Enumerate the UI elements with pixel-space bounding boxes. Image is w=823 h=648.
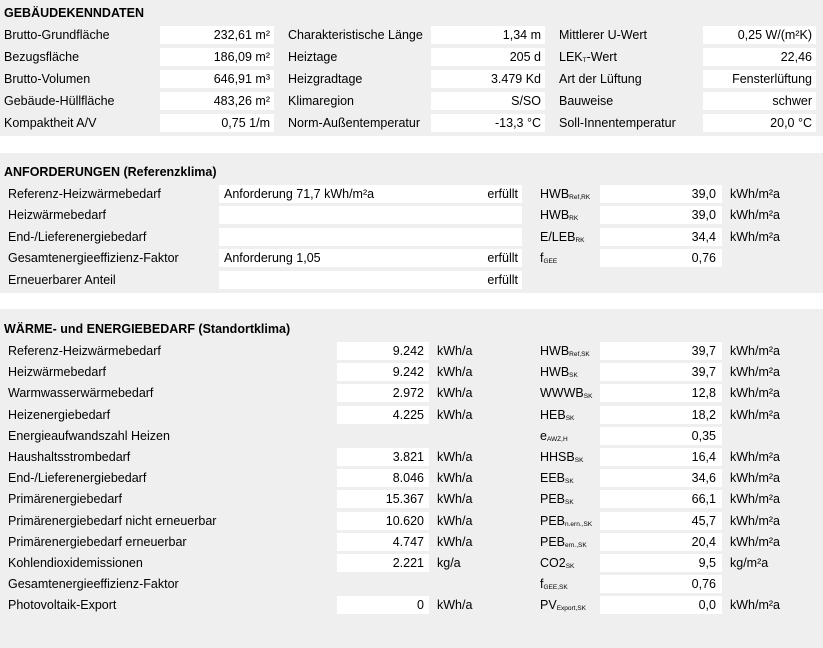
requirement-box (219, 228, 522, 246)
building-label: Charakteristische Länge (288, 28, 423, 42)
requirement-text: Anforderung 1,05 (224, 251, 321, 266)
building-value: 483,26 m² (213, 94, 270, 108)
requirement-unit: kWh/m²a (730, 187, 780, 201)
energy-label: End-/Lieferenergiebedarf (8, 471, 147, 486)
building-label: Brutto-Grundfläche (4, 28, 110, 42)
building-label: Brutto-Volumen (4, 72, 91, 86)
energy-unit: kWh/a (437, 365, 473, 380)
building-value: 232,61 m² (213, 28, 270, 42)
energy-label: Heizenergiebedarf (8, 407, 111, 422)
requirement-value: 0,76 (691, 251, 716, 266)
energy-symbol: $PEB_{ern.,SK}$ (540, 534, 587, 549)
requirement-value: 39,0 (691, 208, 716, 223)
energy-label: Referenz-Heizwärmebedarf (8, 344, 161, 358)
requirement-status: erfüllt (487, 251, 518, 266)
energy-specific-value: 66,1 (691, 492, 716, 507)
requirements-title: ANFORDERUNGEN (Referenzklima) (4, 165, 217, 179)
energy-specific-value: 39,7 (691, 365, 716, 380)
building-value: S/SO (511, 94, 541, 108)
energy-unit: kWh/a (437, 534, 473, 549)
energy-symbol: $f_{GEE,SK}$ (540, 577, 568, 592)
energy-unit: kWh/a (437, 513, 473, 528)
energy-symbol: $HHSB_{SK}$ (540, 450, 584, 464)
energy-specific-unit: kWh/m²a (730, 344, 780, 358)
building-data-title: GEBÄUDEKENNDATEN (4, 6, 145, 20)
energy-value: 4.747 (392, 534, 424, 549)
building-value: 1,34 m (502, 28, 541, 42)
energy-specific-unit: kWh/m²a (730, 492, 780, 507)
energy-value: 0 (417, 598, 424, 613)
energy-unit: kWh/a (437, 598, 473, 613)
energy-label: Haushaltsstrombedarf (8, 450, 131, 464)
requirement-label: Referenz-Heizwärmebedarf (8, 187, 161, 201)
energy-value: 3.821 (392, 450, 424, 464)
requirement-box (219, 206, 522, 224)
requirement-label: Heizwärmebedarf (8, 208, 106, 223)
energy-specific-unit: kWh/m²a (730, 471, 780, 486)
building-label: Klimaregion (288, 94, 355, 108)
energy-symbol: $PEB_{SK}$ (540, 492, 574, 507)
energy-specific-unit: kWh/m²a (730, 513, 780, 528)
energy-symbol: $HEB_{SK}$ (540, 407, 575, 422)
requirement-label: Erneuerbarer Anteil (8, 272, 116, 287)
energy-value: 9.242 (392, 344, 424, 358)
energy-specific-value: 16,4 (691, 450, 716, 464)
building-value: 646,91 m³ (213, 72, 270, 86)
building-value: 3.479 Kd (490, 72, 541, 86)
building-label: Bezugsfläche (4, 50, 80, 64)
energy-symbol: $WWWB_{SK}$ (540, 386, 593, 401)
building-value: 0,25 W/(m²K) (737, 28, 812, 42)
energy-specific-value: 0,35 (691, 428, 716, 443)
energy-label: Primärenergiebedarf nicht erneuerbar (8, 513, 217, 528)
energy-unit: kWh/a (437, 344, 473, 358)
building-value: 0,75 1/m (221, 116, 270, 130)
building-value: 20,0 °C (770, 116, 812, 130)
requirement-symbol: $HWB_{RK}$ (540, 208, 579, 223)
energy-label: Gesamtenergieeffizienz-Faktor (8, 577, 179, 592)
energy-unit: kWh/a (437, 407, 473, 422)
requirement-symbol: $E/LEB_{RK}$ (540, 229, 585, 244)
energy-unit: kg/a (437, 556, 461, 570)
building-label: $LEK_T$-Wert (559, 50, 617, 64)
energy-specific-value: 34,6 (691, 471, 716, 486)
building-label: Heiztage (288, 50, 338, 64)
requirement-unit: kWh/m²a (730, 208, 780, 223)
energy-symbol: $e_{AWZ,H}$ (540, 428, 568, 443)
energy-specific-unit: kWh/m²a (730, 598, 780, 613)
energy-label: Heizwärmebedarf (8, 365, 106, 380)
energy-specific-value: 12,8 (691, 386, 716, 401)
building-value: 205 d (509, 50, 541, 64)
energy-label: Energieaufwandszahl Heizen (8, 428, 170, 443)
energy-specific-unit: kWh/m²a (730, 450, 780, 464)
energy-specific-value: 45,7 (691, 513, 716, 528)
energy-unit: kWh/a (437, 386, 473, 401)
energy-specific-value: 39,7 (691, 344, 716, 358)
building-value: Fensterlüftung (732, 72, 812, 86)
energy-specific-unit: kWh/m²a (730, 365, 780, 380)
energy-label: Photovoltaik-Export (8, 598, 117, 613)
energy-value: 8.046 (392, 471, 424, 486)
building-value: schwer (772, 94, 812, 108)
energy-specific-unit: kWh/m²a (730, 534, 780, 549)
energy-symbol: $HWB_{SK}$ (540, 365, 578, 380)
energy-unit: kWh/a (437, 450, 473, 464)
building-label: Heizgradtage (288, 72, 363, 86)
requirement-value: 39,0 (691, 187, 716, 201)
energy-demand-title: WÄRME- und ENERGIEBEDARF (Standortklima) (4, 322, 291, 336)
energy-specific-unit: kWh/m²a (730, 386, 780, 401)
energy-value: 10.620 (385, 513, 424, 528)
requirement-symbol: $f_{GEE}$ (540, 251, 558, 266)
building-label: Gebäude-Hüllfläche (4, 94, 115, 108)
requirement-text: Anforderung 71,7 kWh/m²a (224, 187, 375, 201)
building-value: 22,46 (780, 50, 812, 64)
requirement-status: erfüllt (487, 272, 518, 287)
energy-symbol: $PV_{Export,SK}$ (540, 598, 586, 613)
energy-specific-value: 9,5 (698, 556, 716, 570)
energy-symbol: $HWB_{Ref,SK}$ (540, 344, 590, 358)
building-label: Kompaktheit A/V (4, 116, 97, 130)
building-label: Bauweise (559, 94, 614, 108)
energy-specific-unit: kWh/m²a (730, 407, 780, 422)
building-value: 186,09 m² (213, 50, 270, 64)
building-label: Soll-Innentemperatur (559, 116, 676, 130)
building-label: Mittlerer U-Wert (559, 28, 647, 42)
energy-value: 2.221 (392, 556, 424, 570)
energy-value: 9.242 (392, 365, 424, 380)
energy-unit: kWh/a (437, 471, 473, 486)
energy-symbol: $EEB_{SK}$ (540, 471, 574, 486)
energy-value: 2.972 (392, 386, 424, 401)
energy-specific-value: 0,76 (691, 577, 716, 592)
building-label: Art der Lüftung (559, 72, 642, 86)
energy-unit: kWh/a (437, 492, 473, 507)
requirement-value: 34,4 (691, 229, 716, 244)
requirement-status: erfüllt (487, 187, 518, 201)
energy-label: Warmwasserwärmebedarf (8, 386, 154, 401)
energy-label: Primärenergiebedarf (8, 492, 122, 507)
energy-symbol: $PEB_{n.ern.,SK}$ (540, 513, 593, 528)
requirement-label: Gesamtenergieeffizienz-Faktor (8, 251, 179, 266)
requirement-symbol: $HWB_{Ref,RK}$ (540, 187, 591, 201)
energy-specific-value: 18,2 (691, 407, 716, 422)
requirement-label: End-/Lieferenergiebedarf (8, 229, 147, 244)
energy-symbol: $CO2_{SK}$ (540, 556, 575, 570)
requirement-unit: kWh/m²a (730, 229, 780, 244)
building-value: -13,3 °C (495, 116, 541, 130)
energy-label: Primärenergiebedarf erneuerbar (8, 534, 187, 549)
energy-specific-unit: kg/m²a (730, 556, 769, 570)
energy-value: 15.367 (385, 492, 424, 507)
energy-specific-value: 0,0 (698, 598, 716, 613)
building-label: Norm-Außentemperatur (288, 116, 420, 130)
energy-label: Kohlendioxidemissionen (8, 556, 143, 570)
energy-value: 4.225 (392, 407, 424, 422)
energy-specific-value: 20,4 (691, 534, 716, 549)
